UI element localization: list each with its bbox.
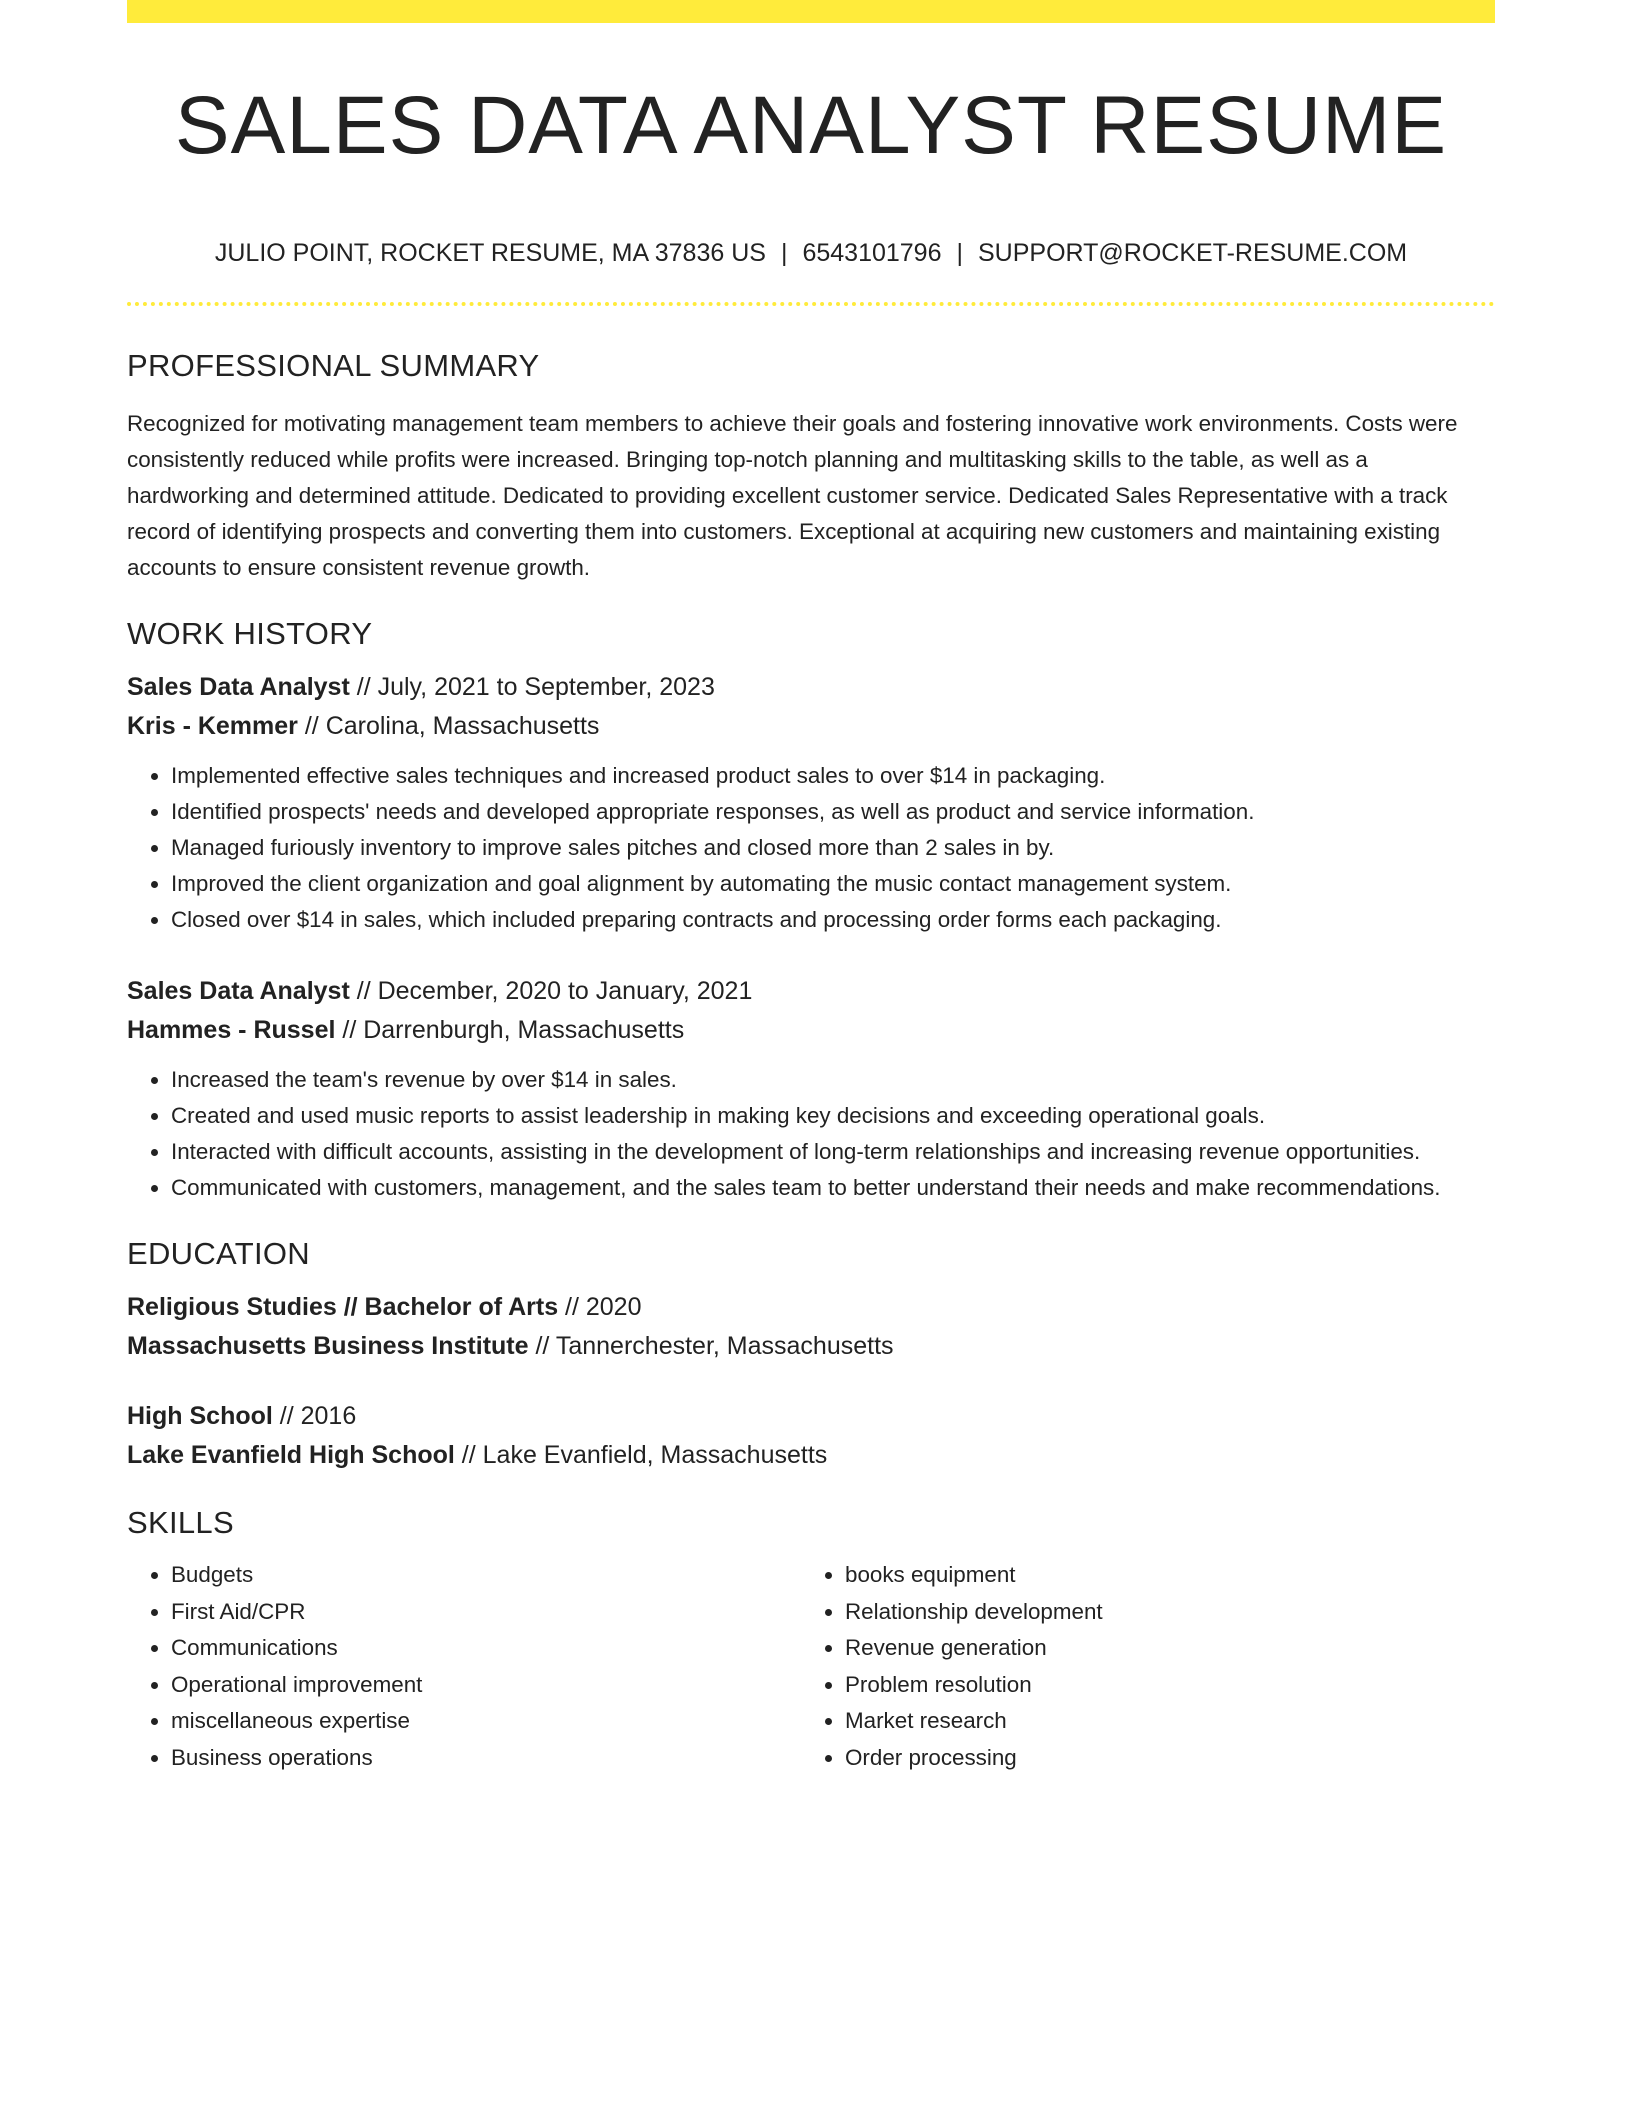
skill-item: • Problem resolution [845, 1667, 1475, 1704]
contact-phone: 6543101796 [802, 239, 942, 267]
skills-columns [127, 1557, 1495, 1776]
education-degree-line [127, 1397, 1495, 1436]
job-dates: // December, 2020 to January, 2021 [349, 977, 753, 1005]
job-company-line [127, 1011, 1495, 1050]
job-location: // Carolina, Massachusetts [297, 712, 600, 740]
job-bullet-list [127, 758, 1495, 938]
contact-separator: | [780, 239, 788, 267]
job-dates: // July, 2021 to September, 2023 [349, 673, 715, 701]
contact-email: SUPPORT@ROCKET-RESUME.COM [978, 239, 1408, 267]
job-location: // Darrenburgh, Massachusetts [335, 1016, 685, 1044]
job-company: Hammes - Russel [127, 1016, 336, 1044]
job-title-line [127, 972, 1495, 1011]
education-entry [127, 1397, 1495, 1475]
summary-text: Recognized for motivating management team members to achieve their goals and fostering innovative work environments. Costs were consistently reduced while profits were increased. Bringing top-notch planning and multitasking skills to the table, as well as a hardworking and determined attitude. Dedicated to providing excellent customer service. Dedicated Sales Representative with a track record of identifying prospects and converting them into customers. Exceptional at acquiring new customers and maintaining existing accounts to ensure consistent revenue growth. [127, 411, 1458, 580]
contact-line [127, 239, 1495, 268]
summary-heading: PROFESSIONAL SUMMARY [127, 348, 540, 383]
skill-item: • Business operations [171, 1740, 801, 1777]
skill-item: • Market research [845, 1703, 1475, 1740]
education-degree: Religious Studies // Bachelor of Arts [127, 1293, 559, 1321]
education-school-line [127, 1327, 1495, 1366]
education-school: Lake Evanfield High School [127, 1441, 455, 1469]
job-bullet: • Identified prospects' needs and developed appropriate responses, as well as product and service information. [171, 794, 1495, 830]
skills-heading: SKILLS [127, 1505, 234, 1540]
skills-list-right [801, 1557, 1475, 1776]
job-bullet: • Communicated with customers, management, and the sales team to better understand their needs and make recommendations. [171, 1170, 1495, 1206]
job-bullet: • Improved the client organization and goal alignment by automating the music contact management system. [171, 866, 1495, 902]
job-bullet: • Interacted with difficult accounts, assisting in the development of long-term relationships and increasing revenue opportunities. [171, 1134, 1495, 1170]
education-degree: High School [127, 1402, 273, 1430]
education-school: Massachusetts Business Institute [127, 1332, 529, 1360]
skill-item: • miscellaneous expertise [171, 1703, 801, 1740]
job-bullet: • Created and used music reports to assist leadership in making key decisions and exceeding operational goals. [171, 1098, 1495, 1134]
education-location: // Tannerchester, Massachusetts [528, 1332, 894, 1360]
work-history-heading: WORK HISTORY [127, 616, 373, 651]
education-location: // Lake Evanfield, Massachusetts [454, 1441, 828, 1469]
skills-list-left [127, 1557, 801, 1776]
job-title: Sales Data Analyst [127, 673, 350, 701]
contact-separator: | [956, 239, 963, 267]
education-entry [127, 1288, 1495, 1366]
skill-item: • Budgets [171, 1557, 801, 1594]
education-degree-line [127, 1288, 1495, 1327]
job-title-line [127, 668, 1495, 707]
skill-item: • Relationship development [845, 1594, 1475, 1631]
contact-address: JULIO POINT, ROCKET RESUME, MA 37836 US [214, 239, 766, 267]
job-company-line [127, 707, 1495, 746]
job-bullet-list [127, 1062, 1495, 1206]
skill-item: • Communications [171, 1630, 801, 1667]
job-bullet: • Managed furiously inventory to improve sales pitches and closed more than 2 sales in by. [171, 830, 1495, 866]
skill-item: • Operational improvement [171, 1667, 801, 1704]
job-entry [127, 972, 1495, 1206]
skill-item: • Revenue generation [845, 1630, 1475, 1667]
education-school-line [127, 1436, 1495, 1475]
job-title: Sales Data Analyst [127, 977, 350, 1005]
accent-top-bar [127, 0, 1495, 23]
resume-page [127, 0, 1495, 1776]
skill-item: • Order processing [845, 1740, 1475, 1777]
resume-title: SALES DATA ANALYST RESUME [174, 80, 1448, 171]
job-entry [127, 668, 1495, 938]
dotted-divider [127, 302, 1495, 306]
job-company: Kris - Kemmer [127, 712, 298, 740]
job-bullet: • Implemented effective sales techniques and increased product sales to over $14 in packaging. [171, 758, 1495, 794]
job-bullet: • Closed over $14 in sales, which included preparing contracts and processing order forms each packaging. [171, 902, 1495, 938]
education-year: // 2016 [272, 1402, 357, 1430]
skill-item: • books equipment [845, 1557, 1475, 1594]
education-heading: EDUCATION [127, 1236, 310, 1271]
skill-item: • First Aid/CPR [171, 1594, 801, 1631]
education-year: // 2020 [558, 1293, 642, 1321]
job-bullet: • Increased the team's revenue by over $14 in sales. [171, 1062, 1495, 1098]
